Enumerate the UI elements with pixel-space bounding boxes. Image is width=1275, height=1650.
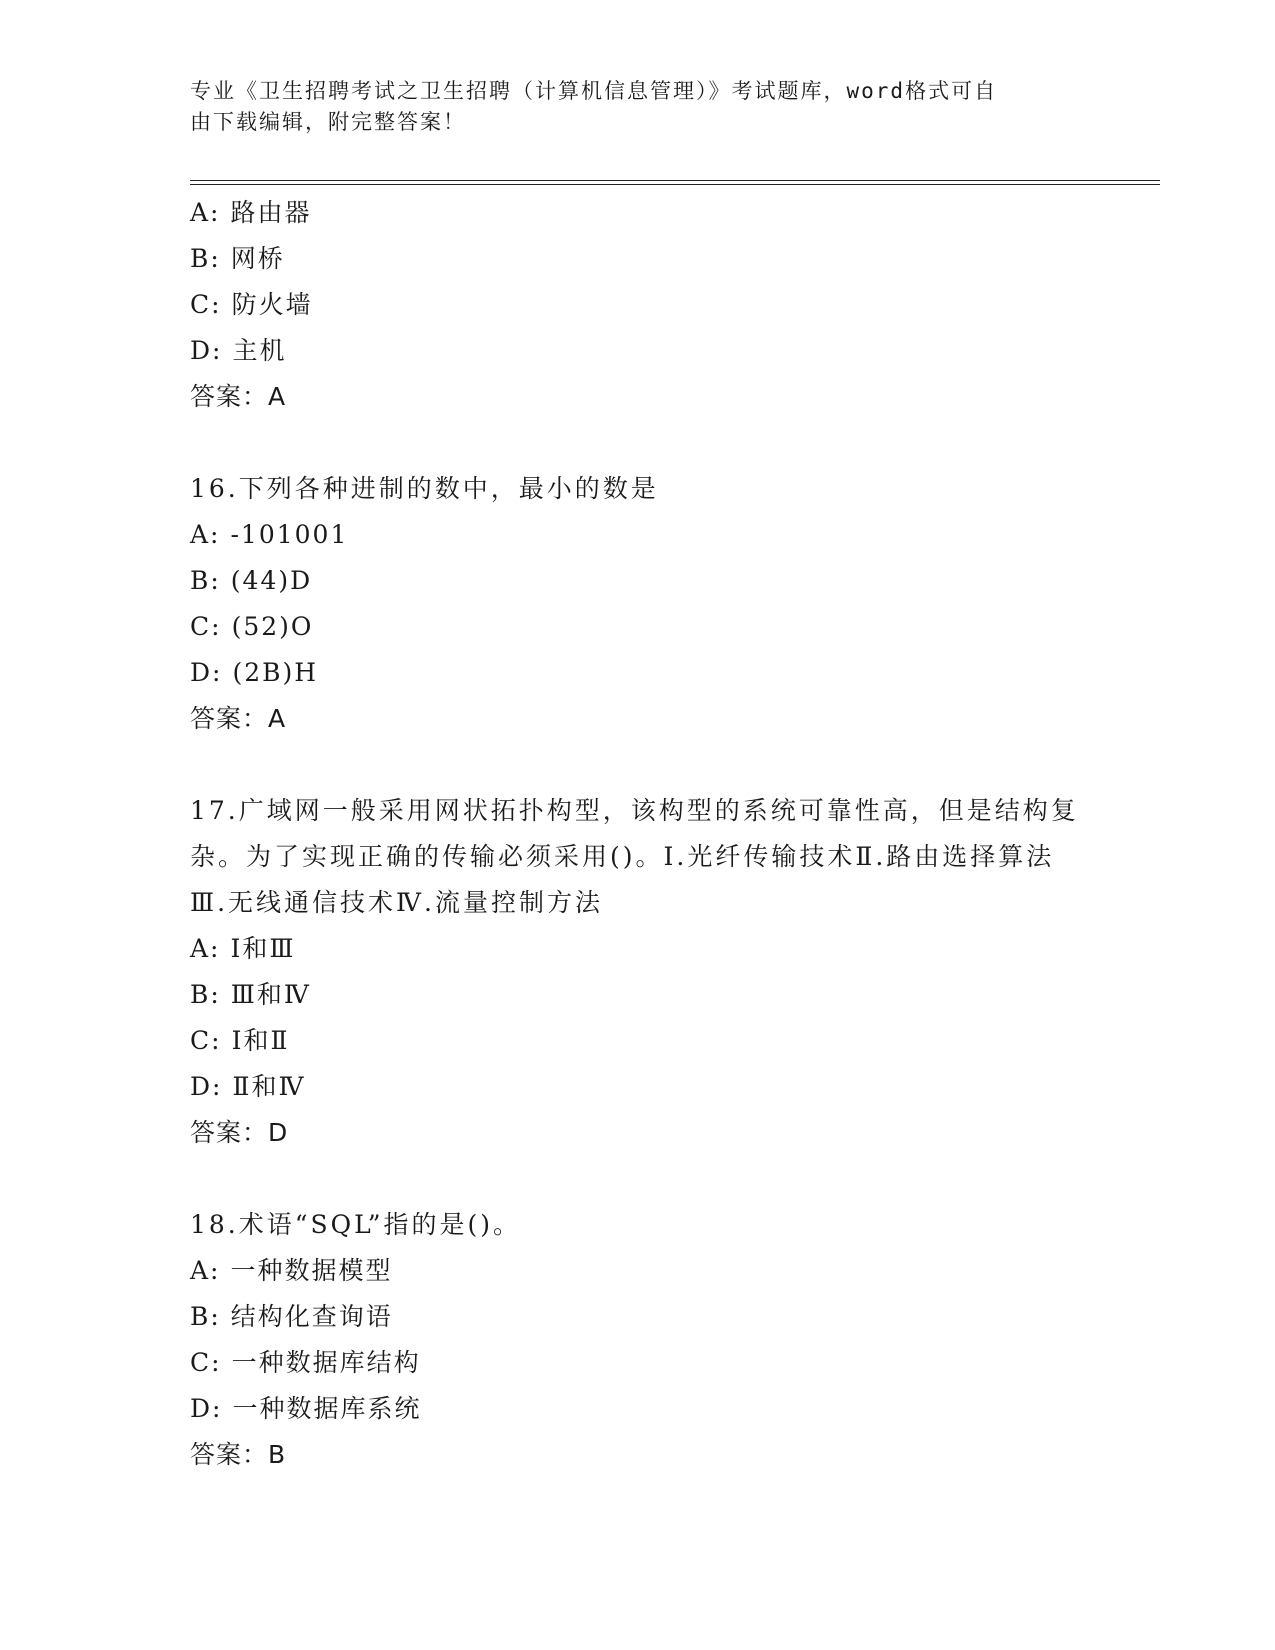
question-stem: 17.广域网一般采用网状拓扑构型，该构型的系统可靠性高，但是结构复杂。为了实现正确的传输必须采用()。Ⅰ.光纤传输技术Ⅱ.路由选择算法Ⅲ.无线通信技术Ⅳ.流量控制方法 (190, 796, 1079, 917)
option-b (190, 558, 1090, 604)
option-text: 防火墙 (231, 290, 313, 319)
question-16 (190, 466, 1090, 742)
option-text: 一种数据模型 (230, 1256, 393, 1285)
question-stem: 18.术语“SQL”指的是()。 (190, 1210, 522, 1239)
option-text: (44)D (230, 566, 313, 595)
header-line-2: 由下载编辑，附完整答案！ (190, 110, 466, 134)
option-letter: A: (190, 934, 221, 963)
option-text: (52)O (231, 612, 314, 641)
option-a (190, 926, 1090, 972)
option-d (190, 328, 1090, 374)
answer-line: 答案：A (190, 382, 287, 411)
option-c (190, 604, 1090, 650)
question-15 (190, 190, 1090, 420)
option-letter: D: (190, 658, 223, 687)
option-c (190, 1340, 1090, 1386)
option-b (190, 236, 1090, 282)
option-text: 一种数据库系统 (232, 1394, 422, 1423)
question-list (190, 190, 1090, 1524)
option-d (190, 650, 1090, 696)
option-letter: A: (190, 198, 221, 227)
option-text: Ⅰ和Ⅲ (230, 934, 296, 963)
option-text: (2B)H (232, 658, 319, 687)
option-letter: A: (190, 520, 221, 549)
option-a (190, 1248, 1090, 1294)
option-text: 路由器 (230, 198, 312, 227)
header-line-1: 专业《卫生招聘考试之卫生招聘（计算机信息管理）》考试题库，word格式可自 (190, 79, 998, 103)
question-stem: 16.下列各种进制的数中，最小的数是 (190, 474, 659, 503)
option-a (190, 190, 1090, 236)
option-letter: B: (190, 1302, 221, 1331)
header-divider-top (190, 180, 1160, 181)
option-text: -101001 (230, 520, 349, 549)
answer-line: 答案：A (190, 704, 287, 733)
option-letter: C: (190, 1026, 222, 1055)
option-d (190, 1386, 1090, 1432)
question-17 (190, 788, 1090, 1156)
option-letter: C: (190, 1348, 222, 1377)
option-text: 主机 (232, 336, 287, 365)
option-letter: B: (190, 566, 221, 595)
answer-line: 答案：D (190, 1118, 289, 1147)
option-d (190, 1064, 1090, 1110)
option-c (190, 282, 1090, 328)
option-text: 结构化查询语 (230, 1302, 393, 1331)
option-text: 一种数据库结构 (231, 1348, 421, 1377)
option-text: Ⅲ和Ⅳ (230, 980, 311, 1009)
document-header (190, 76, 1090, 138)
option-c (190, 1018, 1090, 1064)
option-b (190, 972, 1090, 1018)
answer-line: 答案：B (190, 1440, 287, 1469)
option-letter: C: (190, 612, 222, 641)
option-b (190, 1294, 1090, 1340)
option-letter: D: (190, 336, 223, 365)
question-18 (190, 1202, 1090, 1478)
option-text: Ⅱ和Ⅳ (232, 1072, 306, 1101)
option-text: Ⅰ和Ⅱ (231, 1026, 290, 1055)
option-letter: D: (190, 1072, 223, 1101)
option-letter: C: (190, 290, 222, 319)
option-letter: A: (190, 1256, 221, 1285)
option-letter: B: (190, 244, 221, 273)
header-divider-bottom (190, 184, 1160, 185)
option-a (190, 512, 1090, 558)
option-letter: D: (190, 1394, 223, 1423)
option-text: 网桥 (230, 244, 285, 273)
option-letter: B: (190, 980, 221, 1009)
